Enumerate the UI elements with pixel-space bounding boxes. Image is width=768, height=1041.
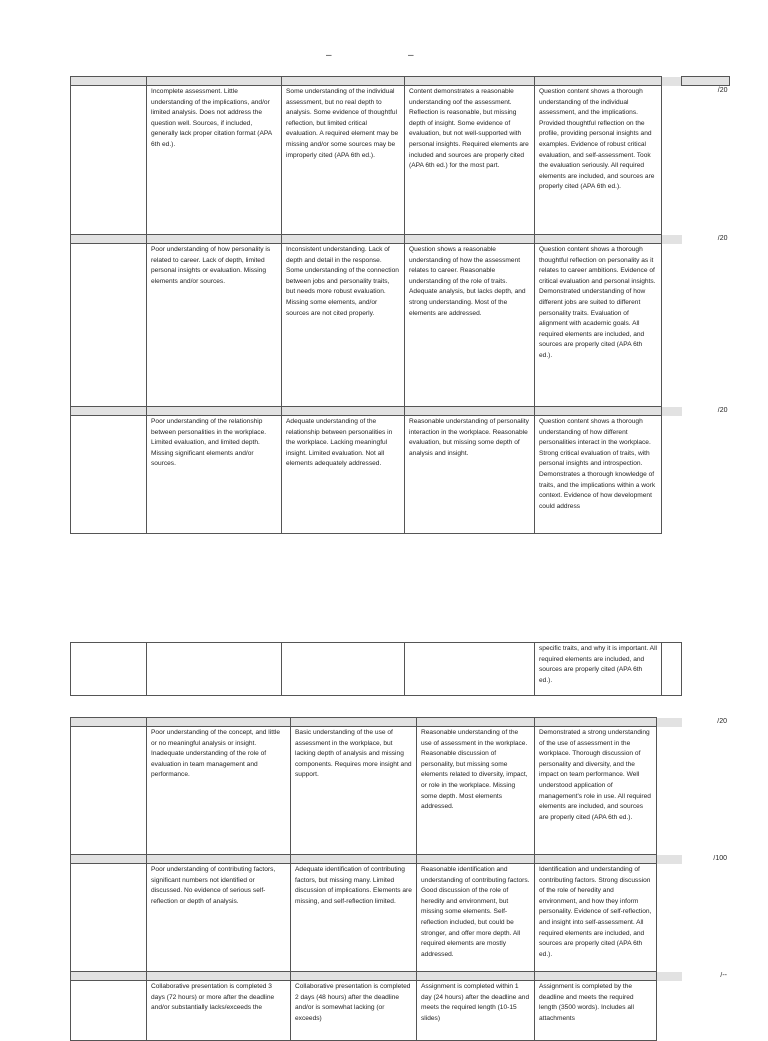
rubric-cell: Reasonable identification and understanding of contributing factors. Good discussion of the role of heredity and environment, but missing some elements. Self-reflection included, but could be stronger, and offer more depth. All required elements are mostly addressed. — [417, 864, 535, 972]
rubric-table-3 — [70, 717, 730, 1041]
rubric-cell: Basic understanding of the use of assessment in the workplace, but lacking depth of analysis and missing components. Requires more insight and support. — [291, 727, 417, 855]
score-label: /100 — [682, 855, 730, 864]
rubric-cell: Content demonstrates a reasonable understanding oof the assessment. Reflection is reasonable, but missing depth of insight. Some evidence of evaluation, but not well-supported with personal insights. Required elements are included and sources are properly cited (APA 6th ed.) for the most part. — [405, 86, 535, 235]
table-row — [71, 416, 730, 534]
rubric-table-2 — [70, 642, 730, 696]
header-mark-2: – — [408, 50, 414, 61]
table-row — [71, 86, 730, 235]
rubric-cell: Question shows a reasonable understanding of how the assessment relates to career. Reasonable understanding of the role of traits. Adequate analysis, but lacks depth, and strong understanding. Most of the elements are addressed. — [405, 244, 535, 407]
rubric-cell: Poor understanding of contributing factors, significant numbers not identified or discussed. No evidence of serious self-reflection or depth of analysis. — [147, 864, 291, 972]
rubric-cell: Collaborative presentation is completed 2 days (48 hours) after the deadline and/or is somewhat lacking (or exceeds) — [291, 981, 417, 1041]
rubric-cell: specific traits, and why it is important. All required elements are included, and sources are properly cited (APA 6th ed.). — [535, 643, 662, 696]
rubric-cell: Adequate identification of contributing factors, but missing many. Limited discussion of implications. Elements are missing, and self-reflection limited. — [291, 864, 417, 972]
rubric-cell — [662, 643, 682, 696]
rubric-cell: Some understanding of the individual assessment, but no real depth to analysis. Some evidence of thoughtful reflection, but limited critical evaluation. A required element may be missing and/or some sources may be improperly cited (APA 6th ed.). — [282, 86, 405, 235]
score-label: /20 — [717, 87, 728, 94]
rubric-cell: Question content shows a thorough understanding of how different personalities interact in the workplace. Strong critical evaluation of traits, with personal insights and introspection. Demonstrates a thorough knowledge of traits, and the implications within a work context. Evidence of how development could address — [535, 416, 662, 534]
rubric-cell: Collaborative presentation is completed 3 days (72 hours) or more after the deadline and/or substantially lacks/exceeds the — [147, 981, 291, 1041]
table-row — [71, 643, 730, 696]
rubric-cell: Reasonable understanding of the use of assessment in the workplace. Reasonable discussion of personality, but missing some elements related to diversity, impact, or role in the workplace. Missing some depth. Most elements addressed. — [417, 727, 535, 855]
criteria-cell — [71, 864, 147, 972]
rubric-cell: Incomplete assessment. Little understanding of the implications, and/or limited analysis. Does not address the question well. Sources, if included, generally lack proper citation format (APA 6th ed.). — [147, 86, 282, 235]
criteria-cell — [71, 643, 147, 696]
table-row — [71, 244, 730, 407]
rubric-cell — [147, 643, 282, 696]
rubric-cell: Reasonable understanding of personality interaction in the workplace. Reasonable evaluation, but missing some depth of analysis and insight. — [405, 416, 535, 534]
rubric-cell: Identification and understanding of contributing factors. Strong discussion of the role of heredity and environment, and how they inform personality. Evidence of self-reflection, and insight into self-assessment. All required elements are included, and sources are properly cited (APA 6th ed.). — [535, 864, 657, 972]
rubric-cell: Question content shows a thorough thoughtful reflection on personality as it relates to career ambitions. Evidence of critical evaluation and personal insights. Demonstrated understanding of how different jobs are suited to different personality traits. Evaluation of alignment with academic goals. All required elements are included, and sources are properly cited (APA 6th ed.). — [535, 244, 662, 407]
rubric-cell: Adequate understanding of the relationship between personalities in the workplace. Lacking meaningful insight. Limited evaluation. Not all elements adequately addressed. — [282, 416, 405, 534]
rubric-cell: Inconsistent understanding. Lack of depth and detail in the response. Some understanding of the connection between jobs and personality traits, but needs more robust evaluation. Missing some elements, and/or sources are not cited properly. — [282, 244, 405, 407]
table-header-row — [71, 77, 730, 86]
criteria-cell — [71, 86, 147, 235]
score-label: /-- — [682, 972, 730, 981]
score-label: /20 — [682, 718, 730, 727]
criteria-cell — [71, 244, 147, 407]
rubric-cell: Poor understanding of how personality is related to career. Lack of depth, limited personal insights or evaluation. Missing elements and/or sources. — [147, 244, 282, 407]
rubric-cell: Poor understanding of the concept, and little or no meaningful analysis or insight. Inadequate understanding of the role of evaluation in team management and performance. — [147, 727, 291, 855]
table-row — [71, 727, 730, 855]
rubric-cell: Assignment is completed within 1 day (24 hours) after the deadline and meets the required length (10-15 slides) — [417, 981, 535, 1041]
rubric-cell: Demonstrated a strong understanding of the use of assessment in the workplace. Thorough discussion of personality and diversity, and the impact on team performance. Well understood application of management's role in use. All required elements are included, and sources are properly cited (APA 6th ed.). — [535, 727, 657, 855]
rubric-cell: Question content shows a thorough understanding of the individual assessment, and the implications. Provided thoughtful reflection on the profile, providing personal insights and examples. Evidence of robust critical evaluation, and self-assessment. Took the evaluation seriously. All required elements are included, and sources are properly cited (APA 6th ed.). — [535, 86, 662, 235]
table-header-row — [71, 407, 730, 416]
criteria-cell — [71, 981, 147, 1041]
criteria-cell — [71, 727, 147, 855]
table-header-row — [71, 855, 730, 864]
rubric-table-1 — [70, 76, 730, 534]
rubric-cell — [282, 643, 405, 696]
rubric-cell — [405, 643, 535, 696]
rubric-cell: Poor understanding of the relationship between personalities in the workplace. Limited evaluation, and limited depth. Missing significant elements and/or sources. — [147, 416, 282, 534]
table-header-row — [71, 972, 730, 981]
rubric-cell: Assignment is completed by the deadline and meets the required length (3500 words). Includes all attachments — [535, 981, 657, 1041]
criteria-cell — [71, 416, 147, 534]
table-header-row — [71, 718, 730, 727]
table-header-row — [71, 235, 730, 244]
score-label: /20 — [682, 407, 730, 416]
score-label: /20 — [682, 235, 730, 244]
table-row — [71, 864, 730, 972]
table-row — [71, 981, 730, 1041]
header-mark-1: – — [326, 50, 332, 61]
